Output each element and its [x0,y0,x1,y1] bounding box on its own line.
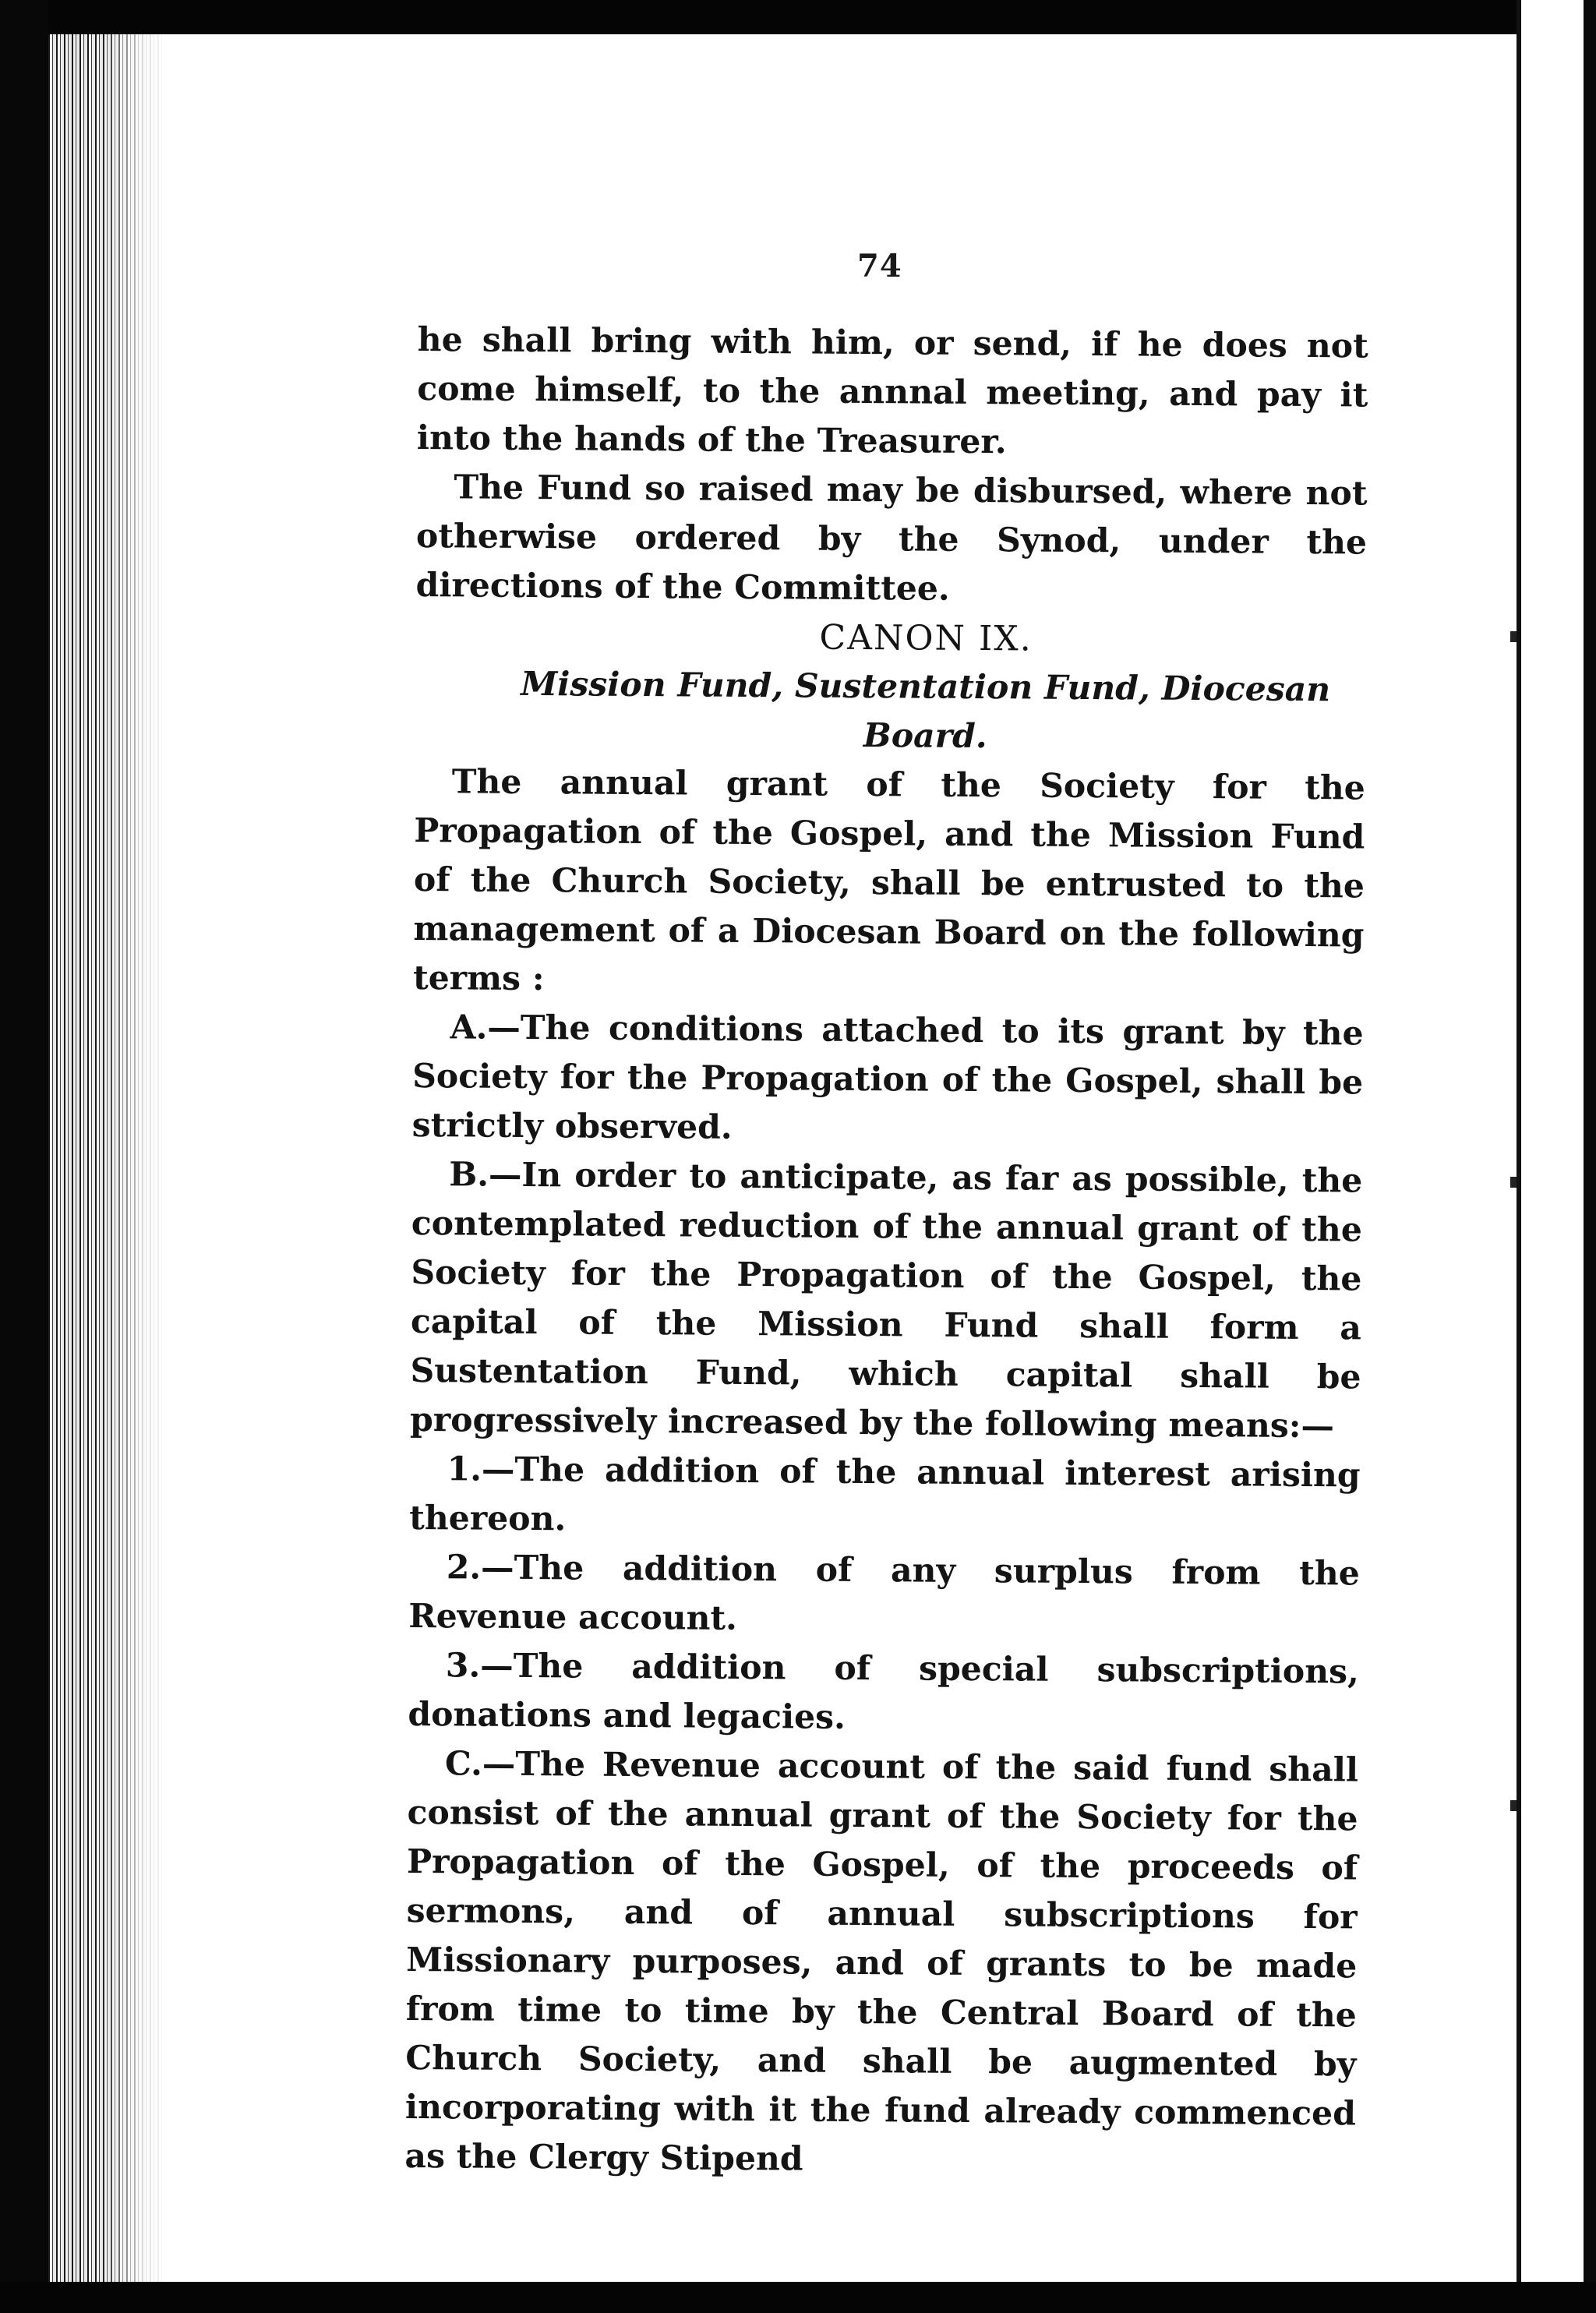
margin-mark [1510,1177,1517,1188]
list-item: 1.—The addition of the annual interest arising thereon. [409,1450,1361,1539]
scan-right-border [1584,0,1596,2313]
list-item: 3.—The addition of special subscriptions, donations and legacies. [408,1646,1360,1737]
paragraph: he shall bring with him, or send, if he does not come himself, to the annnal meeting, and pay it into the hands of the Treasurer. [416,320,1368,462]
canon-heading: CANON IX. [819,617,1033,659]
paragraph: The Fund so raised may be disbursed, where not otherwise ordered by the Synod, under the directions of the Committee. [415,468,1368,609]
list-item: 2.—The addition of any surplus from the Revenue account. [408,1548,1360,1638]
canon-subheading: Mission Fund, Sustentation Fund, Diocesan Board. [521,664,1331,757]
margin-mark [1510,631,1517,642]
scan-bottom-border [0,2282,1596,2313]
scan-left-border [0,0,48,2313]
clause-a: A.—The conditions attached to its grant by the Society for the Propagation of the Gospel, shall be strictly observed. [411,1008,1364,1147]
scan-top-border [0,0,1596,34]
page-edges-shadow [101,34,171,2282]
clause-c: C.—The Revenue account of the said fund shall consist of the annual grant of the Society for the Propagation of the Gospel, of the proceeds of sermons, and of annual subscriptions for Missionary purposes, and of grants to be made from time to time by the Central Board of the Church Society, and shall be augmented by incorporating with it the fund already commenced as the Clergy Stipend [404,1744,1359,2179]
page-text [404,316,1368,2188]
paragraph: The annual grant of the Society for the Propagation of the Gospel, and the Mission Fund of the Church Society, shall be entrusted to the management of a Diocesan Board on the following terms : [412,762,1365,999]
page-number: 74 [857,248,902,284]
margin-mark [1510,1800,1517,1811]
clause-b: B.—In order to anticipate, as far as possible, the contemplated reduction of the annual grant of the Society for the Propagation of the Gospel, the capital of the Mission Fund shall form a Sustentation Fund, which capital shall be progressively increased by the following means:— [409,1155,1363,1446]
